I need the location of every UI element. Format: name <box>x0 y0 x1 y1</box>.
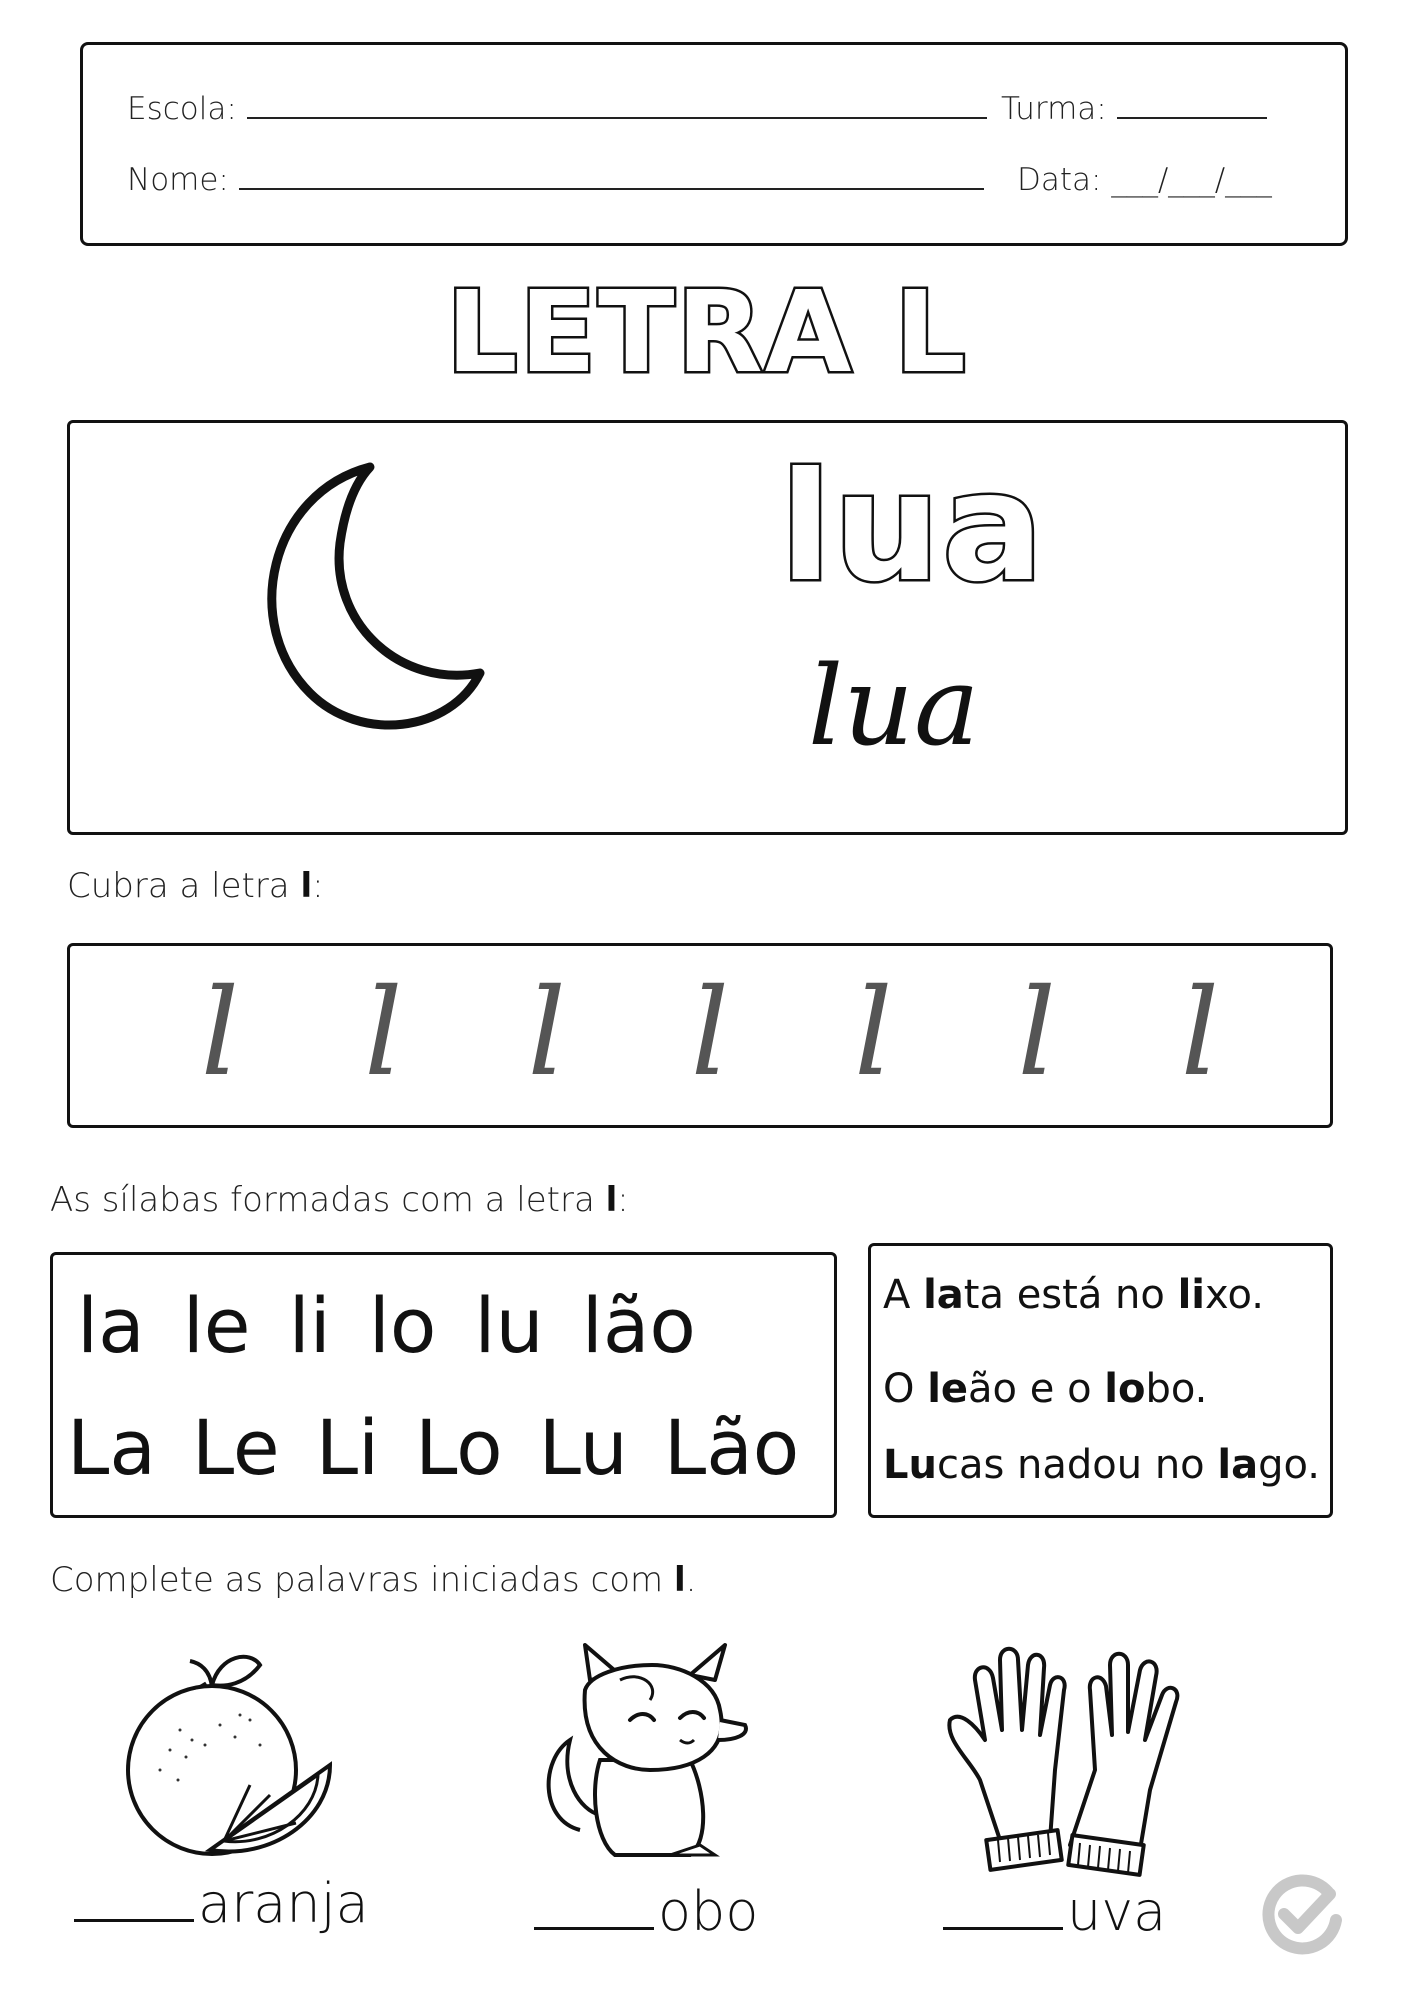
trace-letter[interactable]: l <box>1180 964 1220 1103</box>
sentence-part-bold: la <box>923 1272 964 1318</box>
syllable: Le <box>191 1403 280 1492</box>
sentence-part-bold: le <box>927 1366 969 1412</box>
syllable: La <box>67 1403 156 1492</box>
trace-letter[interactable]: l <box>364 964 403 1103</box>
word-suffix: aranja <box>198 1872 369 1935</box>
sentence-part: ão e o <box>968 1366 1105 1412</box>
syllables-box <box>50 1252 837 1518</box>
school-row <box>127 91 987 127</box>
trace-letter[interactable]: l <box>854 964 893 1103</box>
syllable: li <box>288 1281 331 1370</box>
syllable: Li <box>315 1403 380 1492</box>
school-field[interactable] <box>247 91 987 119</box>
sentences-box <box>868 1243 1333 1518</box>
sentence-part-bold: lo <box>1104 1366 1146 1412</box>
sentence-part: xo. <box>1205 1272 1264 1318</box>
syllable: Lão <box>663 1403 800 1492</box>
trace-letter[interactable]: l <box>690 964 730 1103</box>
sentence-part: ta está no <box>963 1272 1178 1318</box>
trace-box <box>67 943 1333 1128</box>
syllables-lower-row <box>77 1281 696 1370</box>
trace-letter[interactable]: l <box>1017 964 1056 1103</box>
hero-word-print: lua <box>780 441 1046 615</box>
sentence-part: bo. <box>1145 1366 1208 1412</box>
sentence-part: go. <box>1258 1442 1320 1488</box>
name-field[interactable] <box>239 162 984 190</box>
syllables-upper-row <box>67 1403 799 1492</box>
date-label: Data: <box>1017 162 1102 198</box>
checkmark-logo-icon <box>1258 1872 1344 1958</box>
syllable: lão <box>581 1281 696 1370</box>
word-gloves <box>943 1880 1166 1943</box>
sentence <box>883 1366 1207 1412</box>
syllables-instruction-text: As sílabas formadas com a letra <box>50 1180 606 1220</box>
sentence-part-bold: li <box>1177 1272 1206 1318</box>
date-field[interactable]: ___/___/___ <box>1111 162 1272 198</box>
syllables-instruction <box>50 1180 629 1220</box>
syllable: la <box>77 1281 145 1370</box>
word-suffix: obo <box>658 1880 759 1943</box>
page-title: LETRA L <box>446 268 968 398</box>
word-wolf <box>534 1880 758 1943</box>
school-label: Escola: <box>127 91 237 127</box>
trace-instruction-suffix: : <box>312 866 324 906</box>
answer-blank[interactable] <box>943 1917 1063 1930</box>
syllable: le <box>182 1281 251 1370</box>
sentence-part-bold: Lu <box>883 1442 937 1488</box>
complete-instruction <box>50 1560 696 1600</box>
syllable: Lu <box>538 1403 628 1492</box>
answer-blank[interactable] <box>534 1917 654 1930</box>
sentence-part: cas nadou no <box>936 1442 1218 1488</box>
syllable: lo <box>368 1281 437 1370</box>
complete-instruction-suffix: . <box>685 1560 697 1600</box>
sentence-part-bold: la <box>1217 1442 1259 1488</box>
trace-instruction <box>67 866 324 906</box>
sentence <box>883 1442 1320 1488</box>
complete-instruction-text: Complete as palavras iniciadas com <box>50 1560 674 1600</box>
trace-letter[interactable]: l <box>527 964 566 1103</box>
trace-instruction-letter: l <box>300 866 313 906</box>
date-row <box>1017 162 1272 198</box>
hero-box <box>67 420 1348 835</box>
moon-icon <box>250 453 510 743</box>
class-row <box>1001 91 1267 127</box>
gloves-icon <box>940 1640 1180 1880</box>
orange-icon <box>120 1645 340 1865</box>
word-suffix: uva <box>1067 1880 1167 1943</box>
answer-blank[interactable] <box>74 1909 194 1922</box>
syllables-instruction-suffix: : <box>617 1180 629 1220</box>
trace-instruction-text: Cubra a letra <box>67 866 301 906</box>
sentence-part: A <box>883 1272 924 1318</box>
sentence <box>883 1272 1264 1318</box>
header-box <box>80 42 1348 246</box>
word-orange <box>74 1872 369 1935</box>
name-label: Nome: <box>127 162 229 198</box>
hero-word-cursive: lua <box>808 642 980 770</box>
class-label: Turma: <box>1001 91 1107 127</box>
syllable: lu <box>474 1281 544 1370</box>
syllables-instruction-letter: l <box>605 1180 618 1220</box>
wolf-icon <box>540 1640 780 1870</box>
trace-letters <box>190 964 1230 1104</box>
class-field[interactable] <box>1117 91 1267 119</box>
trace-letter[interactable]: l <box>200 964 240 1103</box>
sentence-part: O <box>883 1366 928 1412</box>
syllable: Lo <box>415 1403 503 1492</box>
name-row <box>127 162 984 198</box>
complete-instruction-letter: l <box>673 1560 686 1600</box>
